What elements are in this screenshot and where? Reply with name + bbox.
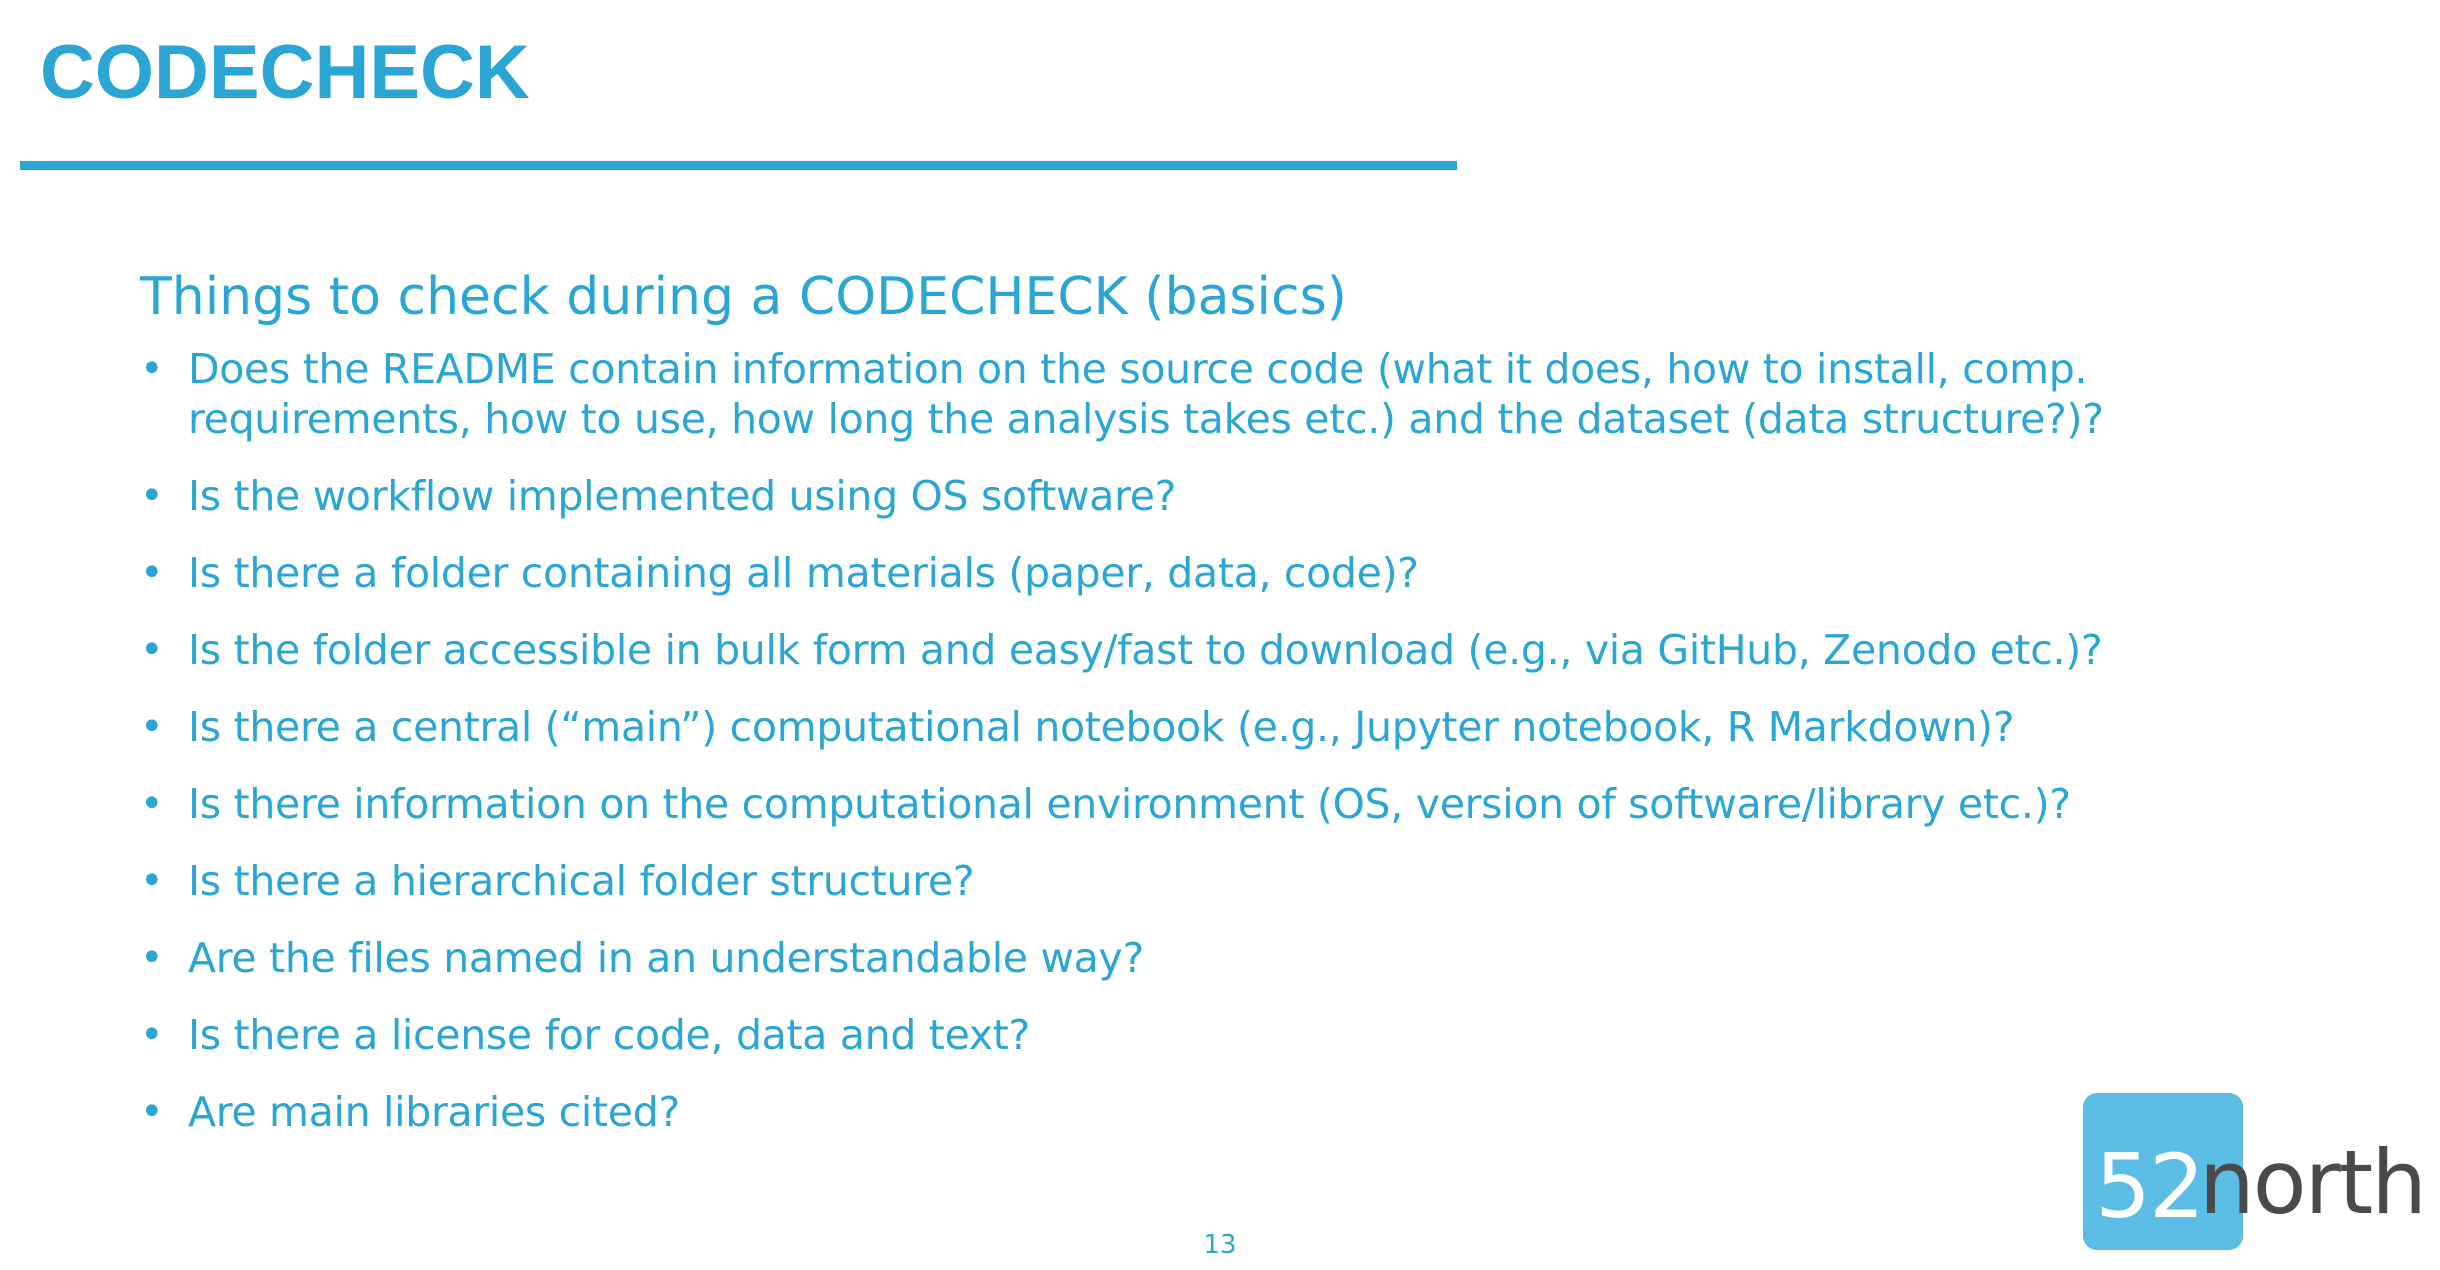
checklist-item-text: Are main libraries cited? bbox=[188, 1088, 680, 1136]
checklist-item bbox=[140, 856, 2260, 906]
bullet-icon: • bbox=[140, 627, 164, 673]
checklist-item bbox=[140, 1010, 2260, 1060]
bullet-icon: • bbox=[140, 550, 164, 596]
bullet-icon: • bbox=[140, 781, 164, 827]
checklist-item bbox=[140, 625, 2260, 675]
checklist-item-text: Is there a license for code, data and text? bbox=[188, 1011, 1030, 1059]
bullet-icon: • bbox=[140, 935, 164, 981]
bullet-icon: • bbox=[140, 1089, 164, 1135]
slide-title: CODECHECK bbox=[40, 30, 530, 115]
checklist-item-text: Is there a folder containing all materials (paper, data, code)? bbox=[188, 549, 1419, 597]
logo-digits: 52 bbox=[2095, 1135, 2203, 1238]
bullet-icon: • bbox=[140, 858, 164, 904]
checklist-item bbox=[140, 702, 2260, 752]
logo-word: north bbox=[2199, 1131, 2426, 1234]
slide-content bbox=[140, 262, 2260, 1164]
checklist-item-text: Is the workflow implemented using OS software? bbox=[188, 472, 1177, 520]
checklist-item bbox=[140, 344, 2260, 444]
checklist-item bbox=[140, 548, 2260, 598]
checklist-item-text: Is there a hierarchical folder structure? bbox=[188, 857, 975, 905]
checklist-item-text: Does the README contain information on the source code (what it does, how to install, comp. requirements, how to use, how long the analysis takes etc.) and the dataset (data structure?)? bbox=[188, 345, 2104, 443]
title-underline bbox=[20, 161, 1457, 170]
checklist-item-text: Is there information on the computational environment (OS, version of software/library etc.)? bbox=[188, 780, 2071, 828]
slide-subtitle: Things to check during a CODECHECK (basics) bbox=[140, 267, 1347, 327]
checklist-item-text: Is the folder accessible in bulk form and easy/fast to download (e.g., via GitHub, Zenodo etc.)? bbox=[188, 626, 2103, 674]
checklist-item bbox=[140, 779, 2260, 829]
bullet-icon: • bbox=[140, 346, 164, 392]
checklist-item bbox=[140, 1087, 2260, 1137]
checklist bbox=[140, 344, 2260, 1137]
page-number: 13 bbox=[1203, 1230, 1237, 1260]
bullet-icon: • bbox=[140, 473, 164, 519]
bullet-icon: • bbox=[140, 704, 164, 750]
checklist-item bbox=[140, 933, 2260, 983]
bullet-icon: • bbox=[140, 1012, 164, 1058]
checklist-item-text: Are the files named in an understandable way? bbox=[188, 934, 1144, 982]
52north-logo bbox=[2083, 1093, 2428, 1250]
checklist-item-text: Is there a central (“main”) computational notebook (e.g., Jupyter notebook, R Markdown)? bbox=[188, 703, 2015, 751]
checklist-item bbox=[140, 471, 2260, 521]
